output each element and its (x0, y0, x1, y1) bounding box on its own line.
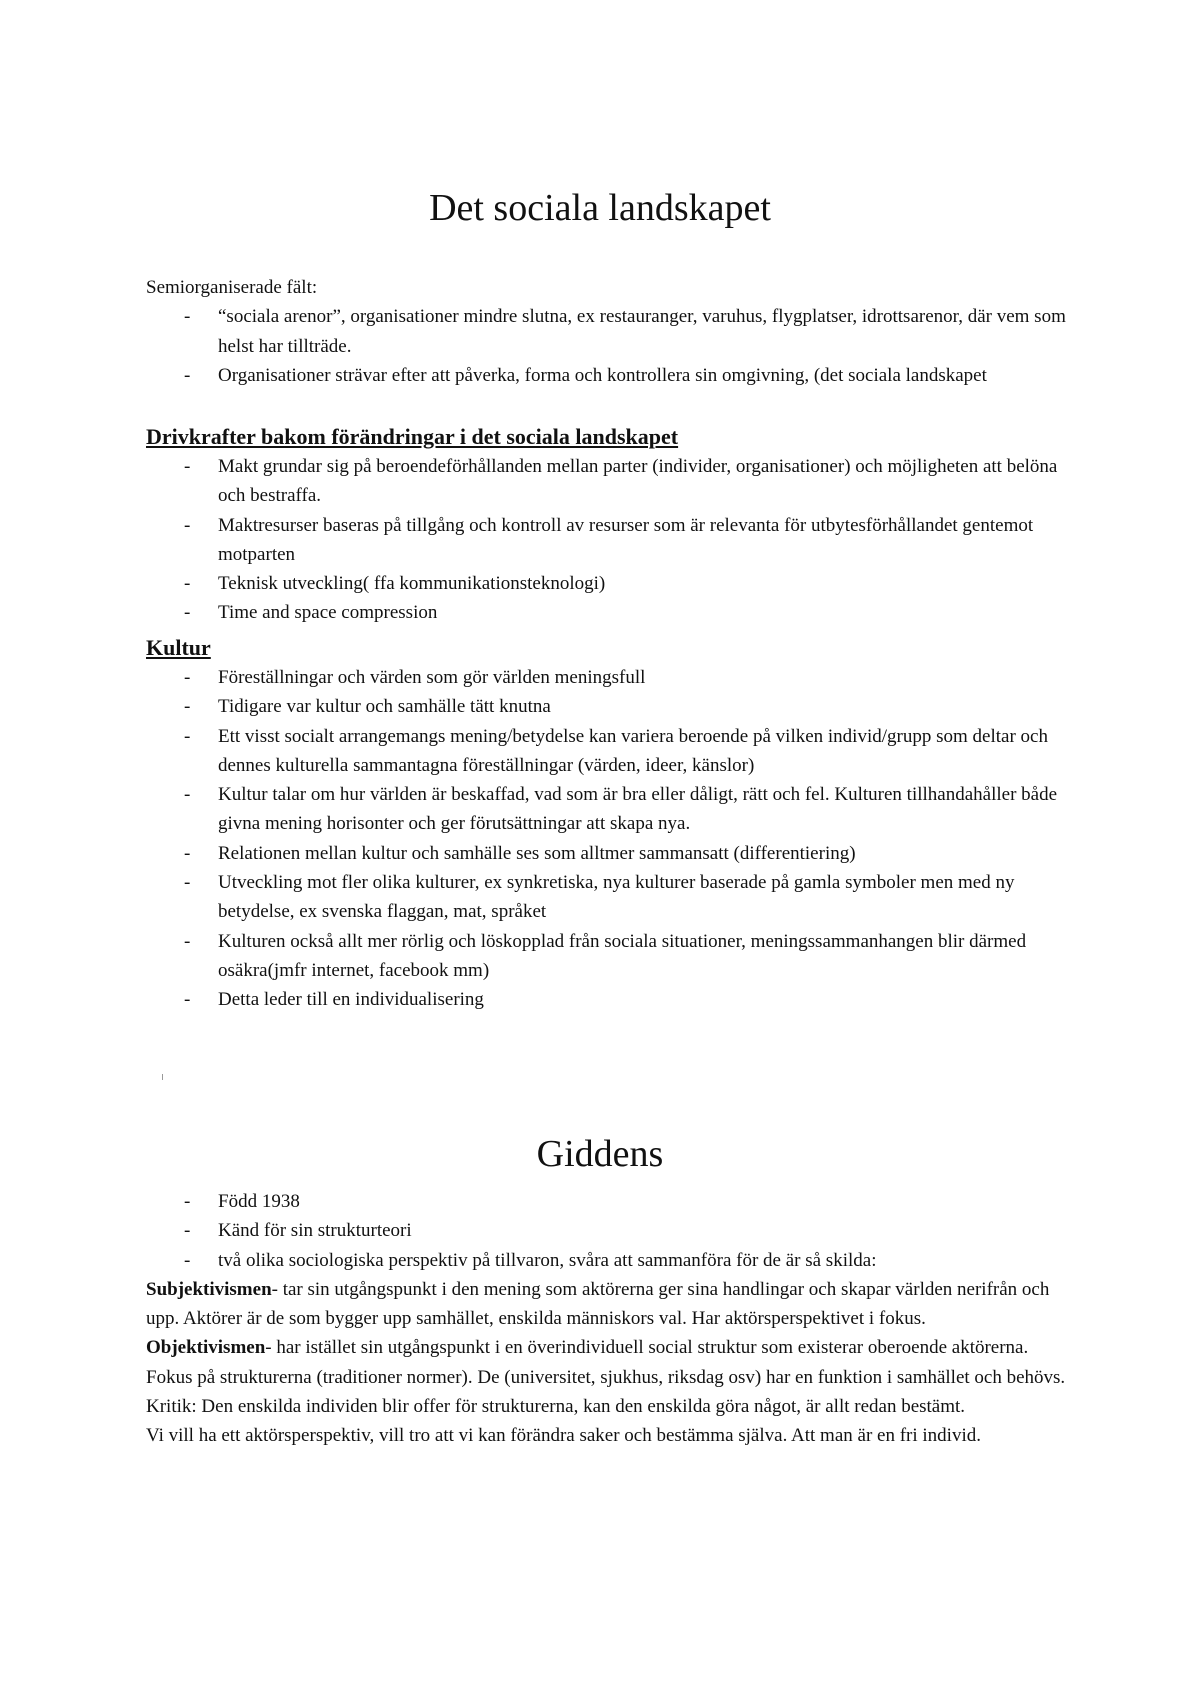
objectivism-term: Objektivismen (146, 1337, 266, 1359)
list-item (146, 1216, 1076, 1245)
list-item (146, 692, 1076, 721)
list-item-text: Teknisk utveckling( ffa kommunikationsteknologi) (218, 573, 606, 595)
list-item-text: Maktresurser baseras på tillgång och kontroll av resurser som är relevanta för utbytesförhållandet gentemot motparten (218, 514, 1034, 565)
list-item (146, 452, 1076, 511)
list-item (146, 1187, 1076, 1216)
list-item (146, 722, 1076, 781)
giddens-title: Giddens (536, 1133, 664, 1175)
list-item-text: två olika sociologiska perspektiv på tillvaron, svåra att sammanföra för de är så skilda: (218, 1249, 877, 1271)
list-item-text: Detta leder till en individualisering (218, 989, 484, 1011)
list-item-text: “sociala arenor”, organisationer mindre slutna, ex restauranger, varuhus, flygplatser, idrottsarenor, där vem som helst har tillträde. (218, 306, 1066, 357)
stray-mark (162, 1074, 163, 1080)
list-item (146, 780, 1076, 839)
driving-forces-heading: Drivkrafter bakom förändringar i det sociala landskapet (146, 424, 679, 449)
semiorganized-list (146, 302, 1076, 390)
culture-heading: Kultur (146, 635, 211, 660)
driving-forces-list (146, 452, 1076, 628)
list-item-text: Ett visst socialt arrangemangs mening/betydelse kan variera beroende på vilken individ/grupp som deltar och dennes kulturella sammantagna föreställningar (värden, ideer, känslor) (218, 725, 1048, 776)
dash-bullet: - (184, 573, 191, 595)
culture-list (146, 663, 1076, 1015)
list-item-text: Relationen mellan kultur och samhälle ses som alltmer sammansatt (differentiering) (218, 842, 856, 864)
list-item-text: Kultur talar om hur världen är beskaffad, vad som är bra eller dåligt, rätt och fel. Kulturen tillhandahåller både givna mening horisonter och ger förutsättningar att skapa nya. (218, 784, 1058, 835)
dash-bullet: - (184, 667, 191, 688)
list-item-text: Föreställningar och värden som gör världen meningsfull (218, 667, 646, 688)
subjectivism-term: Subjektivismen (146, 1278, 272, 1300)
dash-bullet: - (184, 364, 191, 386)
page-title: Det sociala landskapet (429, 187, 771, 229)
list-item-text: Tidigare var kultur och samhälle tätt knutna (218, 696, 551, 718)
list-item (146, 569, 1076, 598)
dash-bullet: - (184, 989, 191, 1011)
giddens-section (146, 1187, 1076, 1451)
list-item (146, 511, 1076, 570)
list-item (146, 927, 1076, 986)
semiorganized-label: Semiorganiserade fält: (146, 277, 318, 298)
list-item (146, 302, 1076, 361)
list-item-text: Organisationer strävar efter att påverka, forma och kontrollera sin omgivning, (det sociala landskapet (218, 364, 987, 386)
dash-bullet: - (184, 1249, 191, 1271)
list-item (146, 1246, 1076, 1275)
list-item (146, 361, 1076, 390)
list-item-text: Kulturen också allt mer rörlig och löskopplad från sociala situationer, meningssammanhangen blir därmed osäkra(jmfr internet, facebook mm) (218, 930, 1027, 981)
driving-forces-section (146, 421, 1076, 628)
list-item (146, 663, 1076, 692)
subjectivism-text: - tar sin utgångspunkt i den mening som aktörerna ger sina handlingar och skapar världen nerifrån och upp. Aktörer är de som bygger upp samhället, enskilda människors val. Har aktörsperspektivet i fokus. (146, 1278, 1050, 1330)
list-item-text: Utveckling mot fler olika kulturer, ex synkretiska, nya kulturer baserade på gamla symboler men med ny betydelse, ex svenska flaggan, mat, språket (218, 872, 1015, 923)
list-item (146, 598, 1076, 627)
objectivism-paragraph (146, 1333, 1076, 1421)
giddens-list (146, 1187, 1076, 1275)
dash-bullet: - (184, 872, 191, 894)
culture-section (146, 632, 1076, 1015)
dash-bullet: - (184, 1220, 191, 1242)
list-item (146, 985, 1076, 1014)
dash-bullet: - (184, 602, 191, 624)
list-item-text: Makt grundar sig på beroendeförhållanden mellan parter (individer, organisationer) och möjligheten att belöna och bestraffa. (218, 456, 1058, 507)
subjectivism-paragraph (146, 1275, 1076, 1334)
dash-bullet: - (184, 725, 191, 747)
list-item (146, 868, 1076, 927)
list-item-text: Känd för sin strukturteori (218, 1220, 412, 1242)
list-item-text: Född 1938 (218, 1191, 300, 1212)
semiorganized-section (146, 273, 1076, 390)
dash-bullet: - (184, 784, 191, 806)
dash-bullet: - (184, 696, 191, 718)
dash-bullet: - (184, 930, 191, 952)
dash-bullet: - (184, 306, 191, 328)
dash-bullet: - (184, 456, 191, 477)
dash-bullet: - (184, 842, 191, 864)
dash-bullet: - (184, 514, 191, 536)
closing-paragraph: Vi vill ha ett aktörsperspektiv, vill tro att vi kan förändra saker och bestämma själva. Att man är en fri individ. (146, 1425, 981, 1447)
objectivism-text: - har istället sin utgångspunkt i en överindividuell social struktur som existerar oberoende aktörerna. Fokus på strukturerna (traditioner normer). De (universitet, sjukhus, riksdag osv) har en funktion i samhället och behövs. Kritik: Den enskilda individen blir offer för strukturerna, kan den enskilda göra något, är allt redan bestämt. (146, 1337, 1066, 1418)
list-item (146, 839, 1076, 868)
list-item-text: Time and space compression (218, 602, 438, 624)
dash-bullet: - (184, 1191, 191, 1212)
